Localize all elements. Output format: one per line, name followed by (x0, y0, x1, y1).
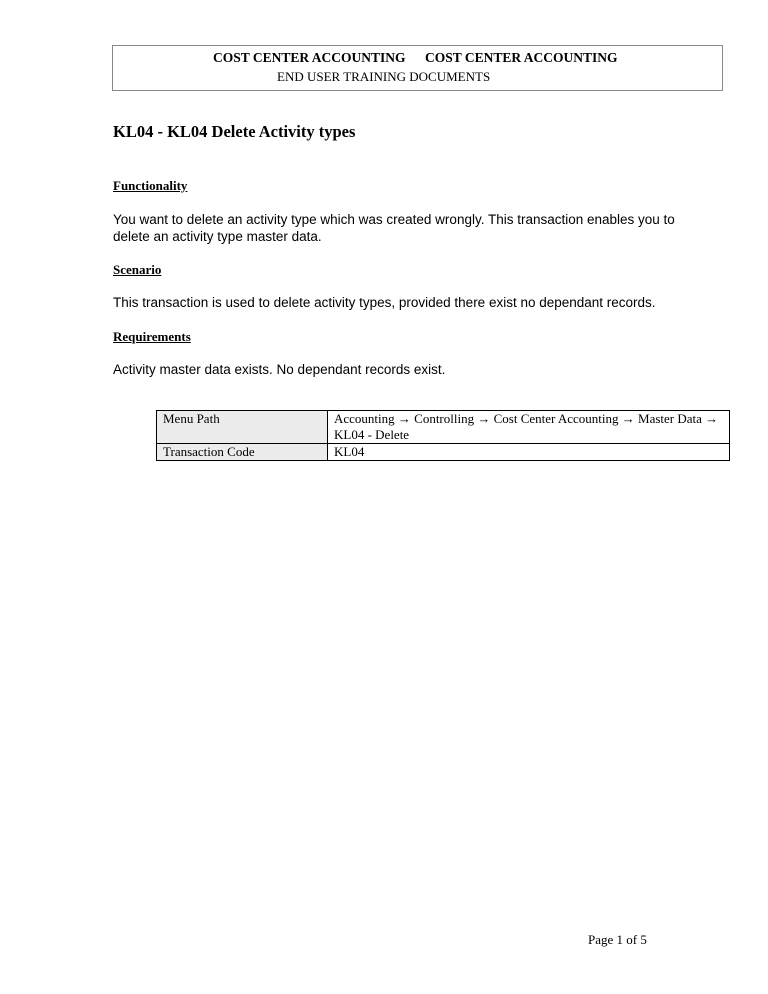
menu-path-label: Menu Path (157, 411, 328, 444)
section-scenario-text: This transaction is used to delete activity types, provided there exist no dependant records. (113, 295, 656, 310)
header-title: COST CENTER ACCOUNTING (213, 50, 406, 65)
section-scenario-title: Scenario (113, 262, 162, 277)
page-title: KL04 - KL04 Delete Activity types (113, 122, 356, 141)
table-row (157, 411, 730, 444)
transaction-table (156, 410, 730, 461)
menu-path-value: Accounting → Controlling → Cost Center Accounting → Master Data → KL04 - Delete (328, 411, 730, 444)
header-box (112, 45, 723, 91)
section-functionality-text: You want to delete an activity type which was created wrongly. This transaction enables you to delete an activity type master data. (113, 212, 675, 244)
transaction-code-label: Transaction Code (157, 444, 328, 461)
table-row (157, 444, 730, 461)
header-title-overlay: COST CENTER ACCOUNTING (425, 50, 618, 65)
section-functionality-title: Functionality (113, 178, 188, 193)
section-requirements-title: Requirements (113, 329, 191, 344)
page-number: Page 1 of 5 (588, 932, 647, 947)
transaction-code-value: KL04 (328, 444, 730, 461)
header-subtitle: END USER TRAINING DOCUMENTS (277, 69, 491, 84)
section-requirements-text: Activity master data exists. No dependant records exist. (113, 362, 446, 377)
